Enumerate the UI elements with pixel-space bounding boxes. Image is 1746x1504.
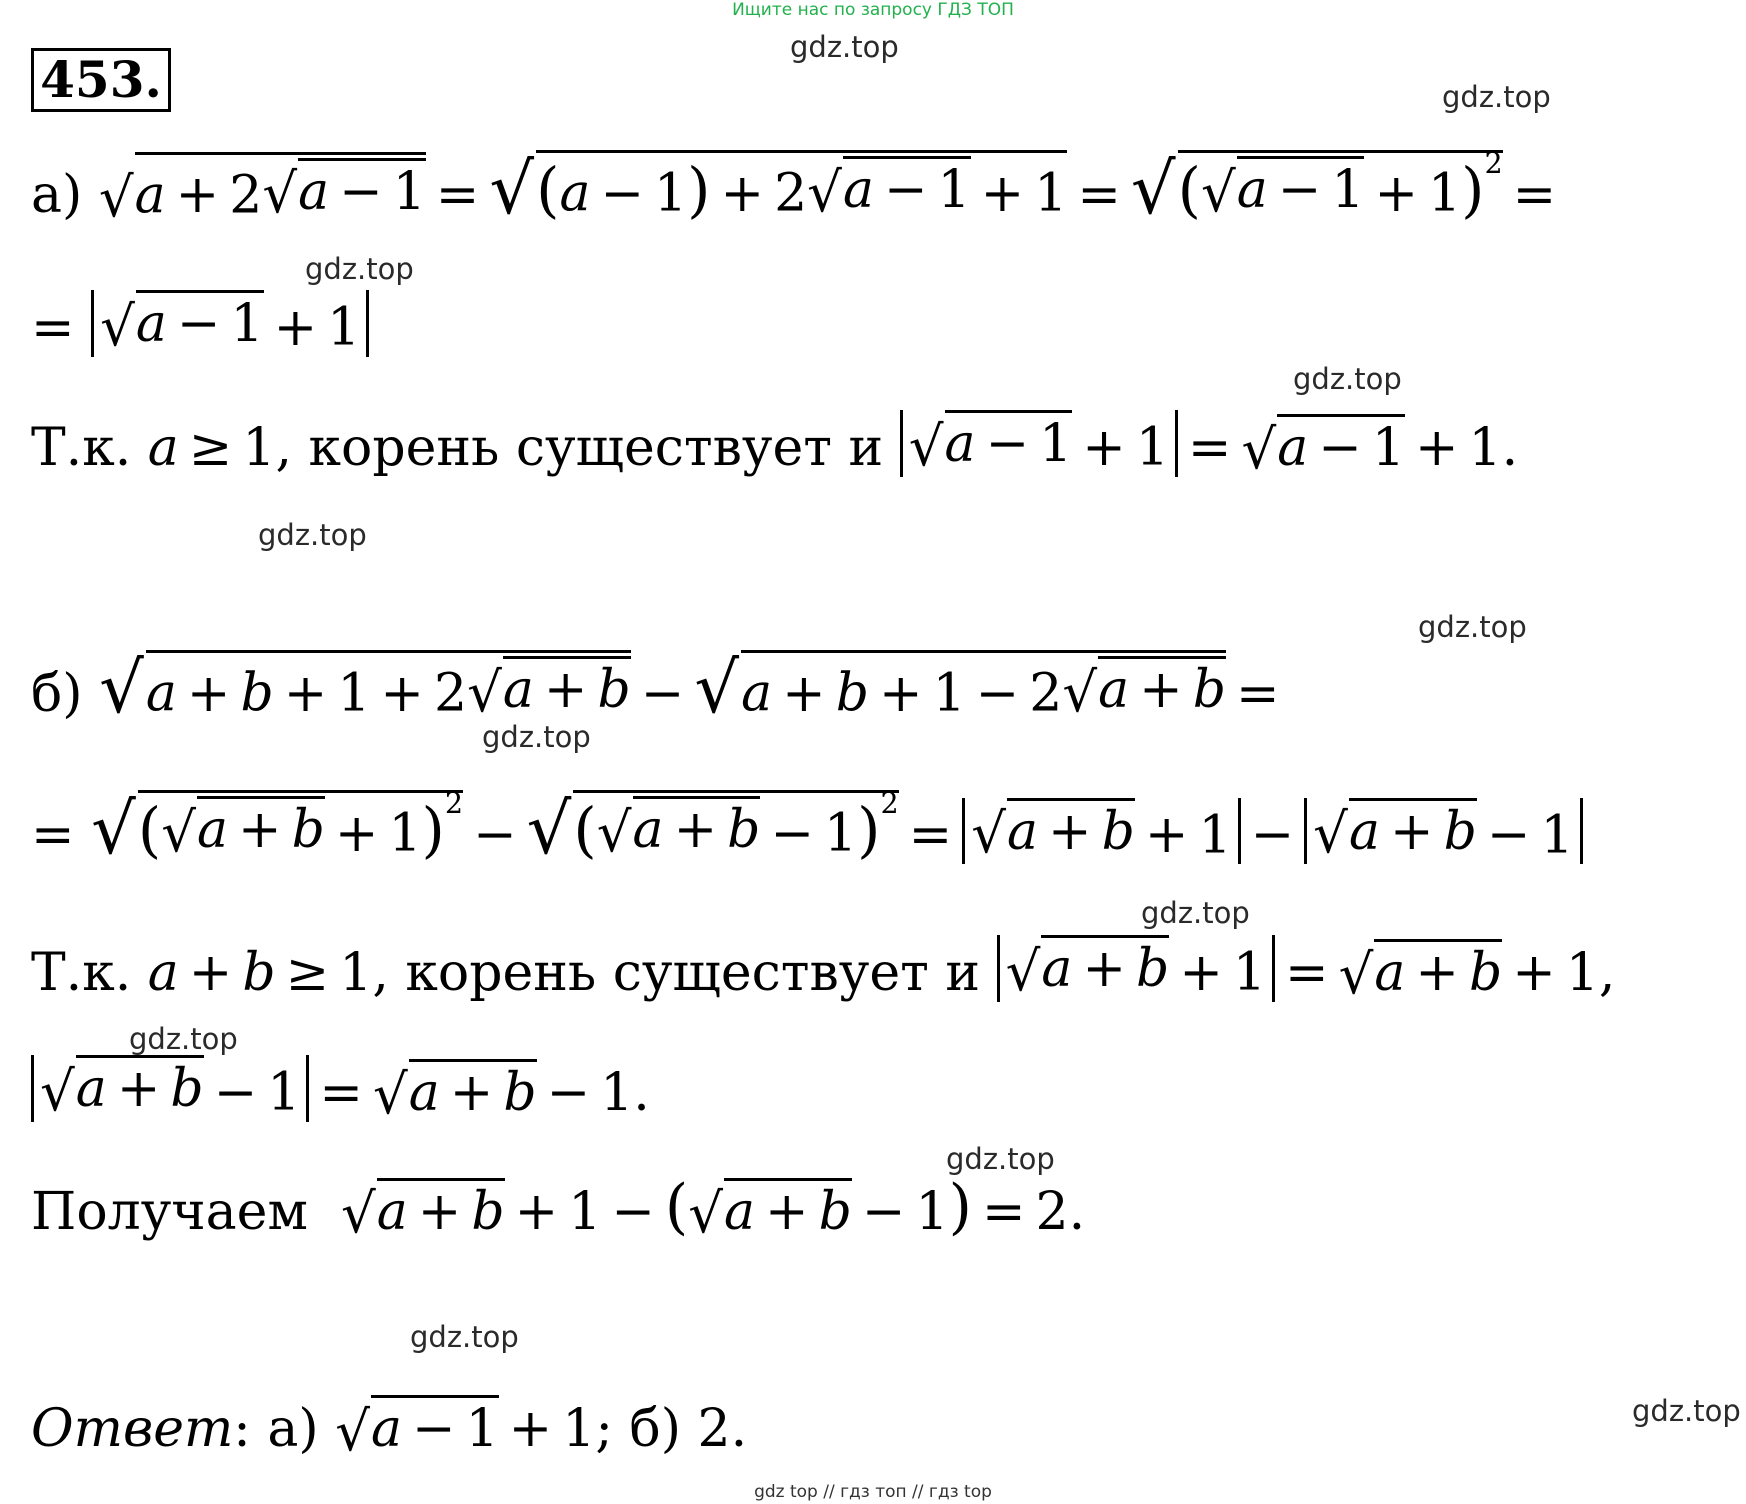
watermark: gdz.top xyxy=(946,1142,1055,1176)
line-b-1: б) √ a + b + 1 + 2 √ a + b − √ a + b + 1 − 2 √ a + b = xyxy=(31,646,1280,729)
watermark: gdz.top xyxy=(482,720,591,754)
watermark: gdz.top xyxy=(790,30,899,64)
line-b-2: = √ ( √ a + b + 1)$^2$ − √ ( √ a + b − 1)$^2$ = √ a + b + 1 − √ a + b − 1 xyxy=(31,790,1583,864)
watermark: gdz.top xyxy=(1418,610,1527,644)
bottom-banner: gdz top // гдз топ // гдз top xyxy=(754,1482,992,1502)
line-a-3: Т.к. a ≥ 1 , корень существует и √ a − 1 + 1 = √ a − 1 + 1 . xyxy=(31,410,1518,477)
watermark: gdz.top xyxy=(1442,80,1551,114)
line-a-1: а) √ a + 2 √ a − 1 = √ (a − 1) + 2 √ a − 1 + 1 = √ ( √ a − 1 + 1)$^2$ = xyxy=(31,146,1557,231)
watermark: gdz.top xyxy=(1141,896,1250,930)
answer-line: Ответ : а) √ a − 1 + 1 ; б) 2 . xyxy=(31,1395,747,1458)
problem-number: 453. xyxy=(31,48,171,112)
watermark: gdz.top xyxy=(305,252,414,286)
line-a-2: = √ a − 1 + 1 xyxy=(31,290,369,357)
watermark: gdz.top xyxy=(258,518,367,552)
line-b-3: Т.к. a + b ≥ 1 , корень существует и √ a + b + 1 = √ a + b + 1 , xyxy=(31,935,1615,1002)
top-banner: Ищите нас по запросу ГДЗ ТОП xyxy=(732,0,1014,20)
watermark: gdz.top xyxy=(1293,362,1402,396)
watermark: gdz.top xyxy=(1632,1394,1741,1428)
watermark: gdz.top xyxy=(410,1320,519,1354)
line-b-5: Получаем √ a + b + 1 − ( √ a + b − 1 ) = 2 . xyxy=(31,1172,1086,1246)
watermark: gdz.top xyxy=(129,1022,238,1056)
line-b-4: √ a + b − 1 = √ a + b − 1 . xyxy=(31,1055,650,1122)
